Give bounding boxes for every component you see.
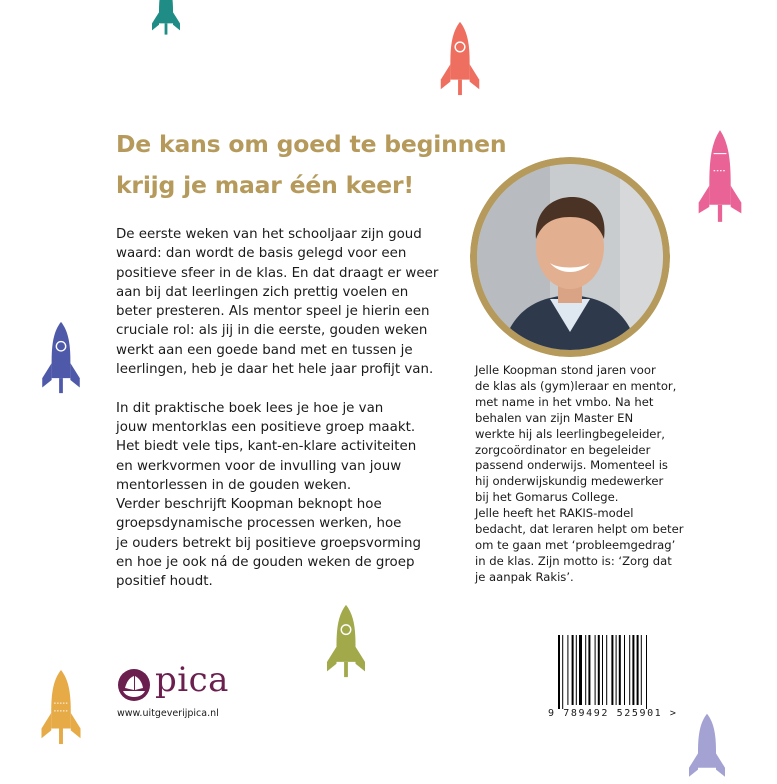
rocket-blue-icon — [38, 320, 84, 395]
bio-line: om te gaan met ‘probleemgedrag’ — [475, 537, 676, 552]
intro-line: positief houdt. — [116, 574, 213, 590]
intro-line: positieve sfeer in de klas. En dat draagt er weer — [116, 265, 439, 281]
barcode-bar — [558, 635, 560, 709]
intro-line: De eerste weken van het schooljaar zijn goud — [116, 227, 422, 242]
intro-line: en hoe je ook ná de gouden weken de groep — [116, 555, 415, 571]
bio-line: je aanpak Rakis’. — [475, 569, 574, 584]
rocket-teal-icon — [141, 0, 191, 36]
isbn-number: 9 789492 525901 > — [548, 708, 678, 719]
barcode-bar — [585, 635, 586, 705]
rocket-coral-icon — [434, 20, 486, 97]
bio-line: Jelle heeft het RAKIS-model — [475, 506, 634, 521]
bio-line: behalen van zijn Master EN — [475, 410, 634, 425]
rocket-pink-icon — [698, 128, 742, 224]
intro-text — [116, 225, 441, 592]
intro-line: leerlingen, heb je daar het hele jaar profijt van. — [116, 362, 434, 378]
intro-line: aan bij dat leerlingen zich prettig voelen en — [116, 284, 409, 300]
barcode-bar — [572, 635, 574, 705]
bio-line: hij onderwijskundig medewerker — [475, 474, 664, 489]
author-bio — [475, 363, 715, 586]
barcode-bar — [579, 635, 582, 705]
intro-line: jouw mentorklas een positieve groep maakt. — [116, 419, 416, 435]
barcode-bar — [619, 635, 621, 705]
intro-line: mentorlessen in de gouden weken. — [116, 477, 352, 493]
bio-line: de klas als (gym)leraar en mentor, — [475, 378, 677, 393]
barcode-bar — [595, 635, 596, 705]
barcode-bar — [629, 635, 630, 705]
author-photo — [470, 157, 670, 357]
rocket-lavender-icon — [683, 712, 731, 784]
bio-line: bedacht, dat leraren helpt om beter — [475, 522, 684, 537]
ship-icon — [117, 668, 151, 702]
barcode-bar — [641, 635, 642, 705]
intro-paragraph-2 — [116, 399, 441, 592]
heading-line-1: De kans om goed te beginnen — [116, 130, 507, 158]
intro-line: en werkvormen voor de invulling van jouw — [116, 458, 402, 474]
intro-line: groepsdynamische processen werken, hoe — [116, 516, 402, 532]
bio-line: in de klas. Zijn motto is: ‘Zorg dat — [475, 553, 672, 568]
isbn-barcode — [556, 635, 656, 709]
barcode-bar — [576, 635, 577, 705]
author-portrait-icon — [470, 157, 670, 357]
bio-line: passend onderwijs. Momenteel is — [475, 458, 668, 473]
barcode-bar — [588, 635, 590, 705]
publisher-url: www.uitgeverijpica.nl — [117, 708, 219, 719]
barcode-bar — [624, 635, 625, 705]
bio-line: met name in het vmbo. Na het — [475, 394, 654, 409]
barcode-bar — [602, 635, 603, 705]
barcode-bar — [616, 635, 617, 705]
intro-line: beter presteren. Als mentor speel je hierin een — [116, 304, 430, 320]
bio-line: bij het Gomarus College. — [475, 490, 619, 505]
barcode-bar — [637, 635, 639, 705]
barcode-bar — [632, 635, 634, 705]
barcode-bar — [646, 635, 647, 709]
barcode-bar — [606, 635, 607, 705]
logo-wordmark: pica — [155, 660, 229, 700]
cover-heading — [116, 124, 536, 206]
bio-line: werkte hij als leerlingbegeleider, — [475, 426, 665, 441]
intro-line: waard: dan wordt de basis gelegd voor een — [116, 246, 407, 262]
intro-line: werkt aan een goede band met en tussen je — [116, 342, 413, 358]
barcode-bar — [567, 635, 568, 705]
heading-line-2: krijg je maar één keer! — [116, 171, 414, 199]
barcode-bar — [611, 635, 613, 705]
intro-paragraph-1 — [116, 225, 441, 379]
intro-line: Verder beschrijft Koopman beknopt hoe — [116, 497, 382, 513]
intro-line: Het biedt vele tips, kant-en-klare activiteiten — [116, 439, 417, 455]
bio-line: Jelle Koopman stond jaren voor — [475, 363, 656, 377]
intro-line: je ouders betrekt bij positieve groepsvorming — [116, 535, 422, 551]
rocket-mustard-icon — [40, 668, 82, 746]
intro-line: In dit praktische boek lees je hoe je van — [116, 400, 384, 416]
bio-line: zorgcoördinator en begeleider — [475, 442, 651, 457]
barcode-bar — [598, 635, 600, 705]
barcode-bar — [562, 635, 563, 709]
intro-line: cruciale rol: als jij in die eerste, gouden weken — [116, 323, 428, 339]
rocket-olive-icon — [320, 603, 372, 679]
